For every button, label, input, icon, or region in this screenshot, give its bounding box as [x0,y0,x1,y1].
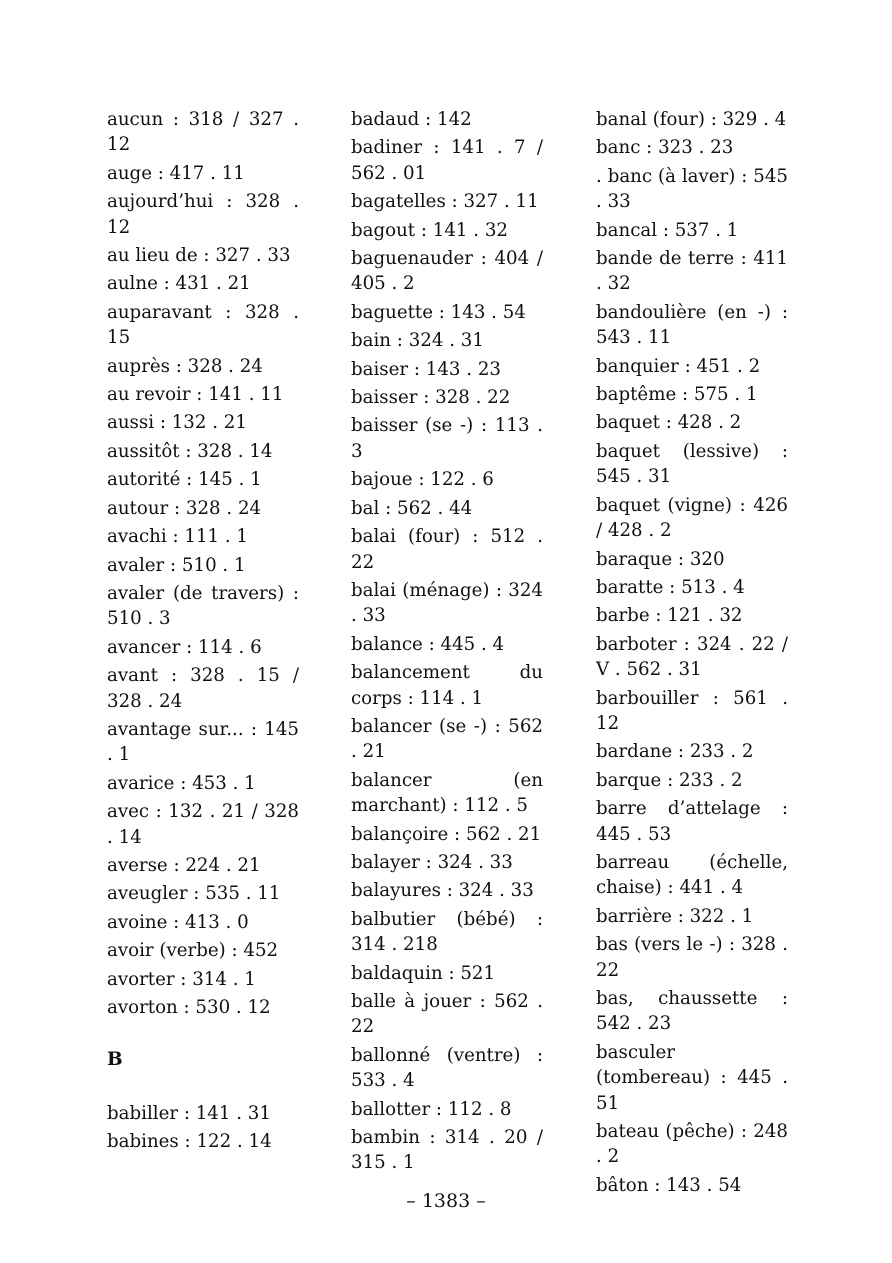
index-entry: babines : 122 . 14 [107,1131,272,1153]
index-entry: balle à jouer : 562 . 22 [351,991,543,1038]
index-entry: avoine : 413 . 0 [107,911,249,933]
index-entry: averse : 224 . 21 [107,854,261,876]
index-entry: avorter : 314 . 1 [107,968,256,990]
index-entry: balancement du corps : 114 . 1 [351,662,543,709]
index-entry: aveugler : 535 . 11 [107,883,281,905]
index-entry: balai (ménage) : 324 . 33 [351,579,543,627]
index-entry: bancal : 537 . 1 [596,219,739,241]
index-entry: balancer (en marchant) : 112 . 5 [351,769,543,817]
index-entry: balbutier (bébé) : 314 . 218 [351,908,543,956]
index-entry: autorité : 145 . 1 [107,469,262,491]
column-3-entries [596,107,788,1198]
index-entry: auge : 417 . 11 [107,162,245,184]
index-column-3 [596,107,788,1201]
index-entry: balayures : 324 . 33 [351,880,534,902]
index-entry: auprès : 328 . 24 [107,355,263,377]
index-entry: avancer : 114 . 6 [107,636,262,658]
index-entry: auparavant : 328 . 15 [107,301,299,349]
index-entry: avachi : 111 . 1 [107,526,248,548]
index-entry: bateau (pêche) : 248 . 2 [596,1121,788,1168]
index-entry: barrière : 322 . 1 [596,905,754,927]
index-entry: avantage sur... : 145 . 1 [107,718,299,766]
index-entry: aucun : 318 / 327 . 12 [107,109,299,156]
page-number: – 1383 – [406,1190,486,1212]
index-entry: baptême : 575 . 1 [596,384,758,406]
index-entry: avoir (verbe) : 452 [107,940,279,962]
index-entry: baquet (vigne) : 426 / 428 . 2 [596,494,788,542]
index-column-1 [107,107,299,1158]
index-entry: autour : 328 . 24 [107,497,262,519]
index-entry: avant : 328 . 15 / 328 . 24 [107,665,299,712]
index-entry: balayer : 324 . 33 [351,851,513,873]
index-entry: aussi : 132 . 21 [107,412,247,434]
index-entry: bambin : 314 . 20 / 315 . 1 [351,1127,543,1174]
index-entry: bandoulière (en -) : 543 . 11 [596,301,788,349]
index-entry: aussitôt : 328 . 14 [107,440,273,462]
index-entry: babiller : 141 . 31 [107,1102,271,1124]
index-entry: aulne : 431 . 21 [107,273,251,295]
index-entry: basculer (tombereau) : 445 . 51 [596,1041,788,1114]
index-entry: barque : 233 . 2 [596,769,743,791]
index-entry: bas, chaussette : 542 . 23 [596,988,788,1035]
index-entry: . banc (à laver) : 545 . 33 [596,165,788,213]
index-entry: barreau (échelle, chaise) : 441 . 4 [596,851,788,899]
index-entry: bâton : 143 . 54 [596,1174,742,1196]
index-entry: balai (four) : 512 . 22 [351,526,543,573]
index-entry: bajoue : 122 . 6 [351,469,494,491]
index-entry: bande de terre : 411 . 32 [596,248,788,295]
index-entry: badaud : 142 [351,109,472,130]
index-entry: baguette : 143 . 54 [351,301,526,323]
index-entry: avarice : 453 . 1 [107,772,256,794]
index-entry: balance : 445 . 4 [351,633,505,655]
column-2-entries [351,107,543,1176]
index-entry: baratte : 513 . 4 [596,576,745,598]
entries-before-heading [107,107,299,1020]
index-entry: barbe : 121 . 32 [596,605,743,627]
index-entry: avaler : 510 . 1 [107,554,246,576]
section-heading-b: B [107,1049,123,1071]
index-entry: baraque : 320 [596,548,725,570]
index-entry: avorton : 530 . 12 [107,997,271,1018]
entries-after-heading [107,1101,299,1155]
index-entry: ballotter : 112 . 8 [351,1098,512,1120]
index-column-2 [351,107,543,1179]
index-entry: bal : 562 . 44 [351,497,473,519]
index-entry: badiner : 141 . 7 / 562 . 01 [351,137,543,184]
index-entry: bas (vers le -) : 328 . 22 [596,934,788,981]
index-entry: avec : 132 . 21 / 328 . 14 [107,801,299,848]
index-entry: ballonné (ventre) : 533 . 4 [351,1044,543,1092]
index-entry: baldaquin : 521 [351,962,496,984]
index-entry: barbouiller : 561 . 12 [596,687,788,734]
index-entry: barre d’attelage : 445 . 53 [596,798,788,845]
index-entry: avaler (de travers) : 510 . 3 [107,582,299,630]
index-entry: bain : 324 . 31 [351,330,484,352]
index-entry: baisser : 328 . 22 [351,387,511,409]
index-entry: banquier : 451 . 2 [596,355,761,377]
index-entry: aujourd’hui : 328 . 12 [107,191,299,238]
index-entry: banal (four) : 329 . 4 [596,109,787,130]
index-entry: baquet (lessive) : 545 . 31 [596,440,788,488]
index-entry: barboter : 324 . 22 / V . 562 . 31 [596,633,788,681]
index-entry: au revoir : 141 . 11 [107,384,284,406]
index-entry: au lieu de : 327 . 33 [107,245,291,267]
index-entry: bagout : 141 . 32 [351,219,508,241]
index-entry: bardane : 233 . 2 [596,741,754,763]
index-entry: balancer (se -) : 562 . 21 [351,715,543,763]
index-entry: baguenauder : 404 / 405 . 2 [351,248,543,295]
index-entry: balançoire : 562 . 21 [351,823,542,845]
index-entry: baiser : 143 . 23 [351,358,501,380]
index-entry: baquet : 428 . 2 [596,412,742,434]
index-entry: banc : 323 . 23 [596,137,734,159]
index-entry: baisser (se -) : 113 . 3 [351,415,543,462]
index-entry: bagatelles : 327 . 11 [351,191,539,213]
